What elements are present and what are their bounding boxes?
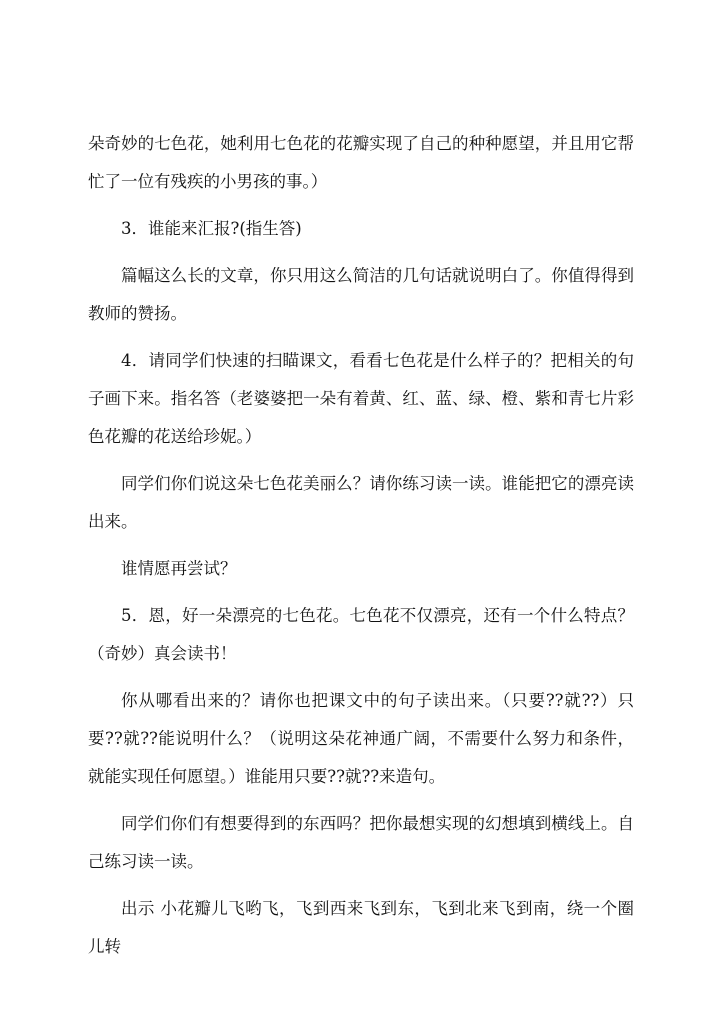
paragraph-sentence-making: 你从哪看出来的？请你也把课文中的句子读出来。（只要??就??）只要??就??能说明什么？（说明这朵花神通广阔，不需要什么努力和条件，就能实现任何愿望。）谁能用只要??就??来造句。 <box>88 691 634 786</box>
paragraph-try-again: 谁情愿再尝试？ <box>121 559 237 578</box>
paragraph-question-4: 4．请同学们快速的扫瞄课文，看看七色花是什么样子的？把相关的句子画下来。指名答（老婆婆把一朵有着黄、红、蓝、绿、橙、紫和青七片彩色花瓣的花送给珍妮。） <box>88 351 634 446</box>
paragraph-wishes: 同学们你们有想要得到的东西吗？把你最想实现的幻想填到横线上。自己练习读一读。 <box>88 814 634 871</box>
document-body <box>88 125 634 975</box>
paragraph-continuation: 朵奇妙的七色花，她利用七色花的花瓣实现了自己的种种愿望，并且用它帮忙了一位有残疾的小男孩的事。） <box>88 134 634 191</box>
paragraph-question-3: 3．谁能来汇报?(指生答) <box>121 219 302 238</box>
paragraph-show-verse: 出示 小花瓣儿飞哟飞，飞到西来飞到东，飞到北来飞到南，绕一个圈儿转 <box>88 899 634 956</box>
paragraph-question-5: 5．恩，好一朵漂亮的七色花。七色花不仅漂亮，还有一个什么特点？（奇妙）真会读书！ <box>88 606 634 663</box>
paragraph-read-aloud: 同学们你们说这朵七色花美丽么？请你练习读一读。谁能把它的漂亮读出来。 <box>88 474 634 531</box>
paragraph-praise: 篇幅这么长的文章，你只用这么简洁的几句话就说明白了。你值得得到教师的赞扬。 <box>88 266 634 323</box>
